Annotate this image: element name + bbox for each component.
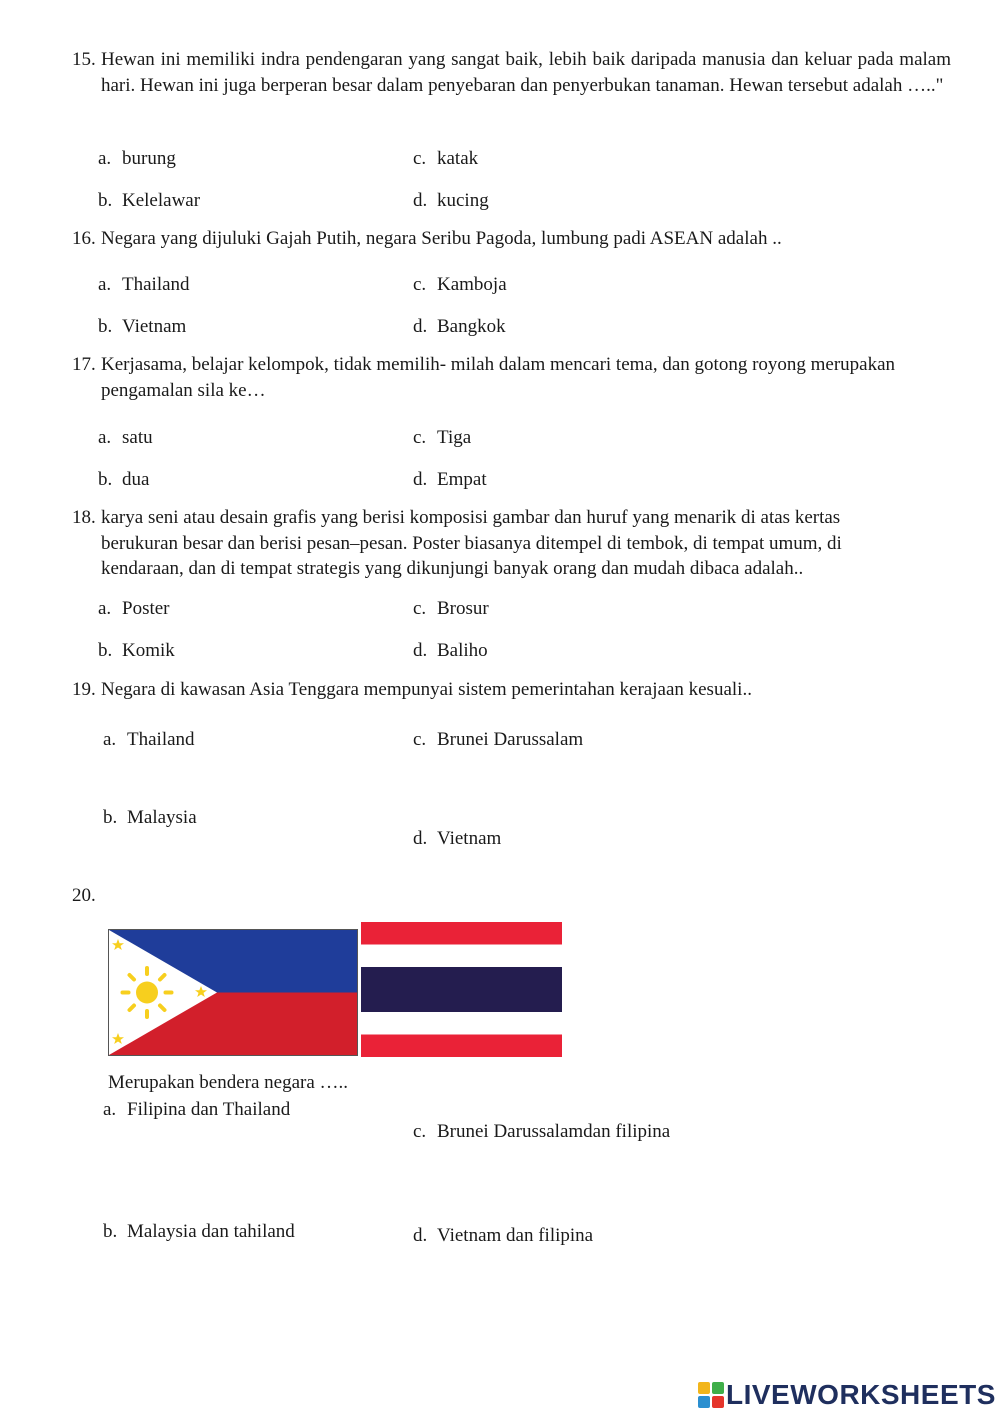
option-label: Filipina dan Thailand bbox=[127, 1099, 291, 1120]
option-letter: b. bbox=[103, 807, 118, 828]
option-letter: d. bbox=[413, 828, 428, 849]
option-letter: a. bbox=[98, 598, 112, 619]
option-label: Vietnam dan filipina bbox=[437, 1225, 594, 1246]
option-15d[interactable] bbox=[413, 188, 489, 214]
option-19c[interactable] bbox=[413, 727, 583, 753]
question-19-text: Negara di kawasan Asia Tenggara mempunyai sistem pemerintahan kerajaan kesuali.. bbox=[101, 679, 752, 700]
option-17c[interactable] bbox=[413, 425, 471, 451]
option-18c[interactable] bbox=[413, 596, 489, 622]
option-17d[interactable] bbox=[413, 467, 487, 493]
option-label: satu bbox=[122, 427, 153, 448]
option-label: Brunei Darussalam bbox=[437, 729, 584, 750]
option-letter: b. bbox=[98, 190, 113, 211]
option-label: Brosur bbox=[437, 598, 489, 619]
option-letter: b. bbox=[98, 469, 113, 490]
question-18-text-line-3: kendaraan, dan di tempat strategis yang dikunjungi banyak orang dan mudah dibaca adalah.. bbox=[101, 558, 804, 579]
question-15-text: Hewan ini memiliki indra pendengaran yang sangat baik, lebih baik daripada manusia dan keluar pada malam hari. Hewan ini juga berperan besar dalam penyebaran dan penyerbukan tanaman. Hewan tersebut adalah ….." bbox=[101, 49, 951, 96]
option-label: Malaysia bbox=[127, 807, 197, 828]
option-20c[interactable] bbox=[413, 1119, 670, 1145]
option-16b[interactable] bbox=[98, 314, 186, 340]
question-20-caption: Merupakan bendera negara ….. bbox=[108, 1072, 349, 1093]
option-letter: c. bbox=[413, 274, 427, 295]
question-18-text-line-2: berukuran besar dan berisi pesan–pesan. Poster biasanya ditempel di tembok, di tempat umum, di bbox=[101, 533, 842, 554]
question-18-number: 18. bbox=[72, 507, 96, 528]
option-letter: d. bbox=[413, 1225, 428, 1246]
question-16-text: Negara yang dijuluki Gajah Putih, negara Seribu Pagoda, lumbung padi ASEAN adalah .. bbox=[101, 228, 782, 249]
option-19d[interactable] bbox=[413, 826, 501, 852]
option-20a[interactable] bbox=[103, 1097, 290, 1123]
philippines-flag bbox=[108, 929, 358, 1056]
option-letter: b. bbox=[98, 640, 113, 661]
option-label: Tiga bbox=[437, 427, 472, 448]
option-label: Kelelawar bbox=[122, 190, 201, 211]
option-letter: c. bbox=[413, 1121, 427, 1142]
option-letter: b. bbox=[98, 316, 113, 337]
option-label: Poster bbox=[122, 598, 170, 619]
option-label: Brunei Darussalamdan filipina bbox=[437, 1121, 671, 1142]
thailand-flag bbox=[361, 922, 562, 1057]
option-label: kucing bbox=[437, 190, 489, 211]
option-letter: d. bbox=[413, 640, 428, 661]
question-15-number: 15. bbox=[72, 49, 96, 70]
option-18d[interactable] bbox=[413, 638, 488, 664]
question-18-text-line-1: karya seni atau desain grafis yang berisi komposisi gambar dan huruf yang menarik di atas kertas bbox=[101, 507, 841, 528]
option-16d[interactable] bbox=[413, 314, 506, 340]
question-17-number: 17. bbox=[72, 354, 96, 375]
option-18a[interactable] bbox=[98, 596, 170, 622]
option-19a[interactable] bbox=[103, 727, 195, 753]
option-16c[interactable] bbox=[413, 272, 507, 298]
option-20b[interactable] bbox=[103, 1219, 295, 1245]
option-label: Kamboja bbox=[437, 274, 507, 295]
philippines-flag-graphic bbox=[109, 930, 357, 1055]
question-19-number: 19. bbox=[72, 679, 96, 700]
option-letter: a. bbox=[98, 427, 112, 448]
option-letter: a. bbox=[103, 729, 117, 750]
liveworksheets-logo-icon bbox=[698, 1382, 724, 1408]
option-15a[interactable] bbox=[98, 146, 176, 172]
option-label: dua bbox=[122, 469, 150, 490]
option-15b[interactable] bbox=[98, 188, 200, 214]
sun-icon bbox=[123, 968, 172, 1017]
option-letter: c. bbox=[413, 729, 427, 750]
option-letter: a. bbox=[98, 274, 112, 295]
option-17b[interactable] bbox=[98, 467, 149, 493]
option-label: Komik bbox=[122, 640, 175, 661]
option-16a[interactable] bbox=[98, 272, 190, 298]
option-17a[interactable] bbox=[98, 425, 153, 451]
option-letter: b. bbox=[103, 1221, 118, 1242]
option-letter: d. bbox=[413, 316, 428, 337]
option-label: Empat bbox=[437, 469, 487, 490]
question-17-text: Kerjasama, belajar kelompok, tidak memilih- milah dalam mencari tema, dan gotong royong merupakan pengamalan sila ke… bbox=[101, 354, 896, 401]
option-label: Vietnam bbox=[122, 316, 187, 337]
option-19b[interactable] bbox=[103, 805, 197, 831]
thailand-flag-graphic bbox=[361, 922, 562, 1057]
option-20d[interactable] bbox=[413, 1223, 593, 1249]
question-16-number: 16. bbox=[72, 228, 96, 249]
option-label: Thailand bbox=[122, 274, 190, 295]
liveworksheets-logo-text: LIVEWORKSHEETS bbox=[726, 1379, 996, 1410]
option-label: Malaysia dan tahiland bbox=[127, 1221, 295, 1242]
option-18b[interactable] bbox=[98, 638, 175, 664]
question-20-number: 20. bbox=[72, 885, 96, 906]
option-label: katak bbox=[437, 148, 479, 169]
option-letter: d. bbox=[413, 469, 428, 490]
option-letter: c. bbox=[413, 427, 427, 448]
option-label: Baliho bbox=[437, 640, 488, 661]
option-label: Vietnam bbox=[437, 828, 502, 849]
option-letter: c. bbox=[413, 148, 427, 169]
option-label: Thailand bbox=[127, 729, 195, 750]
option-letter: a. bbox=[98, 148, 112, 169]
liveworksheets-logo[interactable] bbox=[698, 1377, 996, 1413]
option-letter: d. bbox=[413, 190, 428, 211]
option-letter: a. bbox=[103, 1099, 117, 1120]
option-letter: c. bbox=[413, 598, 427, 619]
option-15c[interactable] bbox=[413, 146, 478, 172]
option-label: Bangkok bbox=[437, 316, 506, 337]
option-label: burung bbox=[122, 148, 176, 169]
